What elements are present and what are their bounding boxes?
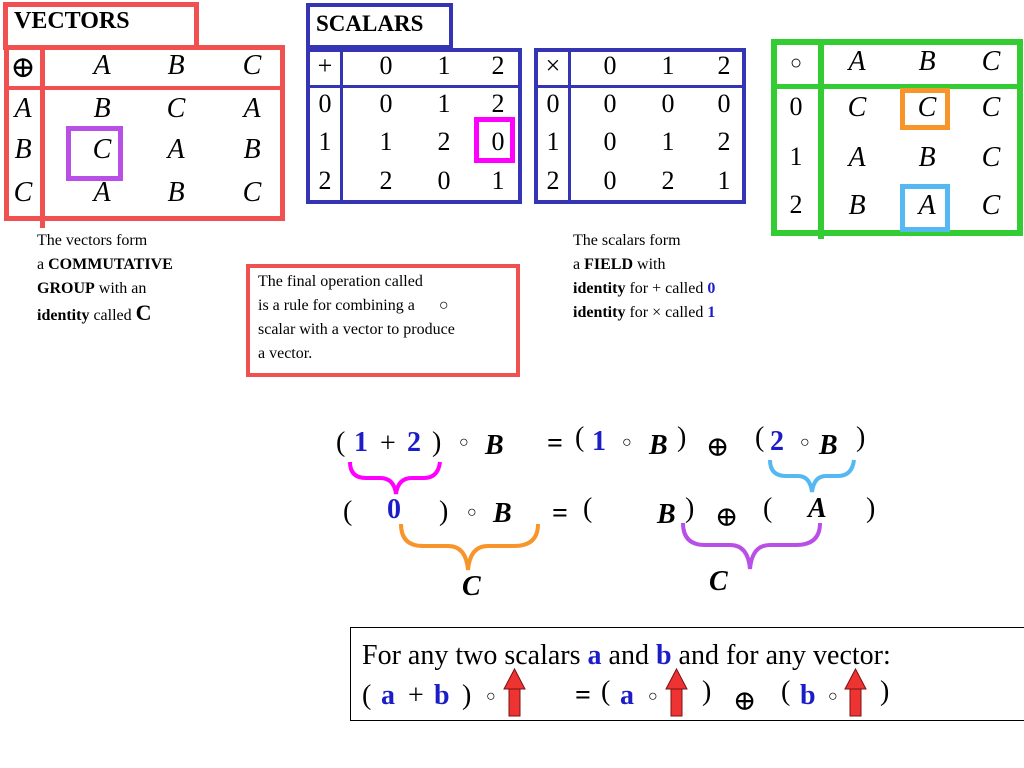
vector_table-cell: B	[243, 134, 261, 165]
summary-scalar-b: b	[434, 680, 450, 711]
circ_table-row-label: 1	[789, 142, 803, 171]
summary-lparen3: (	[781, 676, 791, 707]
eq1-lparen3: (	[755, 422, 765, 453]
brace-purple	[683, 523, 820, 569]
plus_table-cell: 2	[437, 127, 451, 156]
summary-scalar-a2: a	[620, 680, 634, 711]
scalars-title: SCALARS	[316, 11, 424, 36]
eq1-lparen: (	[336, 427, 346, 458]
eq1-scalar-1: 1	[354, 427, 368, 458]
eq1-vector-B2: B	[649, 430, 668, 461]
summary-oplus: ⊕	[733, 686, 757, 717]
times_table-row-label: 0	[546, 89, 560, 118]
eq1-rparen2: )	[677, 422, 687, 453]
circ_table-cell: C	[981, 190, 1001, 221]
summary-scalar-a: a	[381, 680, 395, 711]
vector_table-cell: C	[242, 177, 262, 208]
eq1-circ: ○	[459, 434, 469, 451]
eq1-oplus: ⊕	[706, 432, 730, 463]
eq1-lparen2: (	[575, 422, 585, 453]
plus_table-header-cell: 1	[437, 51, 451, 80]
plus_table-cell: 0	[491, 127, 505, 156]
vectors-note: The vectors form a COMMUTATIVE GROUP with an identity called C	[37, 232, 173, 325]
vector_table-header-cell: B	[167, 50, 185, 81]
circ_table-cell: A	[918, 190, 936, 221]
eq2-vector-A: A	[808, 493, 827, 524]
summary-circ: ○	[486, 688, 496, 705]
circ_table-header-cell: C	[981, 46, 1001, 77]
eq1-circ3: ○	[800, 434, 810, 451]
circ_table-cell: A	[848, 142, 866, 173]
plus_table-header-cell: 2	[491, 51, 505, 80]
circ_table-operator: ○	[789, 52, 803, 74]
summary-circ3: ○	[828, 688, 838, 705]
times_table-cell: 2	[661, 166, 675, 195]
eq1-vector-B: B	[485, 430, 504, 461]
brace-orange	[401, 524, 538, 570]
vectors-title: VECTORS	[14, 8, 130, 34]
plus_table-operator: +	[317, 51, 333, 80]
eq1-vector-B3: B	[819, 430, 838, 461]
times_table-header-cell: 2	[717, 51, 731, 80]
times_table-cell: 0	[603, 89, 617, 118]
summary-lparen2: (	[601, 676, 611, 707]
summary-rparen: )	[462, 680, 472, 711]
vector_table-header-cell: A	[93, 50, 111, 81]
brace-lightblue	[770, 460, 854, 492]
eq2-vector-B2: B	[657, 499, 676, 530]
plus_table-row-label: 1	[318, 127, 332, 156]
summary-line1: For any two scalars a and b and for any vector:	[362, 640, 891, 671]
eq2-equals: =	[552, 498, 568, 529]
vector_table-cell: C	[92, 134, 112, 165]
plus_table-header-cell: 0	[379, 51, 393, 80]
times_table-cell: 0	[603, 166, 617, 195]
times_table-header-cell: 0	[603, 51, 617, 80]
plus_table-cell: 0	[437, 166, 451, 195]
eq2-rparen2: )	[685, 493, 695, 524]
plus_table-row-label: 0	[318, 89, 332, 118]
times_table-operator: ×	[545, 51, 561, 80]
eq1-scalar-1b: 1	[592, 426, 606, 457]
times_table-cell: 0	[661, 89, 675, 118]
plus_table-cell: 1	[437, 89, 451, 118]
times_table-header-cell: 1	[661, 51, 675, 80]
eq2-vector-B: B	[493, 498, 512, 529]
plus_table-cell: 1	[491, 166, 505, 195]
plus_table-cell: 2	[379, 166, 393, 195]
vector_table-cell: A	[167, 134, 185, 165]
plus_table-cell: 0	[379, 89, 393, 118]
times_table-row-label: 1	[546, 127, 560, 156]
eq1-circ2: ○	[622, 434, 632, 451]
circ_table-row-label: 2	[789, 190, 803, 219]
vector_table-row-label: C	[13, 177, 33, 208]
eq2-rparen3: )	[866, 493, 876, 524]
eq1-plus: +	[380, 428, 396, 459]
circ_table-row-label: 0	[789, 92, 803, 121]
summary-plus: +	[408, 680, 424, 711]
circ_table-cell: B	[848, 190, 866, 221]
vector_table-cell: C	[166, 93, 186, 124]
brace-magenta	[350, 462, 440, 494]
brace-label-C-right: C	[709, 566, 728, 597]
circ_table-header-cell: A	[848, 46, 866, 77]
eq1-scalar-2b: 2	[770, 426, 784, 457]
times_table-cell: 0	[717, 89, 731, 118]
eq2-circ: ○	[467, 504, 477, 521]
vector_table-cell: B	[167, 177, 185, 208]
eq1-scalar-2: 2	[407, 427, 421, 458]
summary-rparen2: )	[702, 676, 712, 707]
vector_table-cell: B	[93, 93, 111, 124]
times_table-cell: 2	[717, 127, 731, 156]
summary-scalar-b2: b	[800, 680, 816, 711]
eq2-scalar-0: 0	[387, 494, 401, 525]
times_table-cell: 0	[603, 127, 617, 156]
summary-circ2: ○	[648, 688, 658, 705]
eq2-rparen: )	[439, 496, 449, 527]
scalars-note: The scalars form a FIELD with identity for + called 0 identity for × called 1	[573, 232, 716, 321]
vector_table-row-label: B	[14, 134, 32, 165]
circ_table-cell: C	[981, 142, 1001, 173]
vector_table-cell: A	[243, 93, 261, 124]
eq2-oplus: ⊕	[715, 502, 739, 533]
summary-lparen: (	[362, 680, 372, 711]
circ_table-cell: B	[918, 142, 936, 173]
times_table-cell: 1	[717, 166, 731, 195]
circ_table-cell: C	[981, 92, 1001, 123]
eq2-lparen3: (	[763, 493, 773, 524]
summary-rparen3: )	[880, 676, 890, 707]
circ_table-header-cell: B	[918, 46, 936, 77]
vector_table-row-label: A	[14, 93, 32, 124]
eq2-lparen2: (	[583, 493, 593, 524]
final-operation-note: The final operation called is a rule for combining a ○ scalar with a vector to produce a vector.	[258, 273, 455, 362]
brace-label-C-left: C	[462, 571, 481, 602]
eq2-lparen: (	[343, 496, 353, 527]
circ_table-cell: C	[917, 92, 937, 123]
eq1-rparen: )	[432, 427, 442, 458]
times_table-cell: 1	[661, 127, 675, 156]
plus_table-row-label: 2	[318, 166, 332, 195]
plus_table-cell: 2	[491, 89, 505, 118]
circ_table-cell: C	[847, 92, 867, 123]
eq1-rparen3: )	[856, 422, 866, 453]
plus_table-cell: 1	[379, 127, 393, 156]
vector_table-header-cell: C	[242, 50, 262, 81]
vector_table-operator: ⊕	[10, 51, 36, 84]
summary-equals: =	[575, 680, 591, 711]
eq1-equals: =	[547, 428, 563, 459]
vector_table-cell: A	[93, 177, 111, 208]
times_table-row-label: 2	[546, 166, 560, 195]
